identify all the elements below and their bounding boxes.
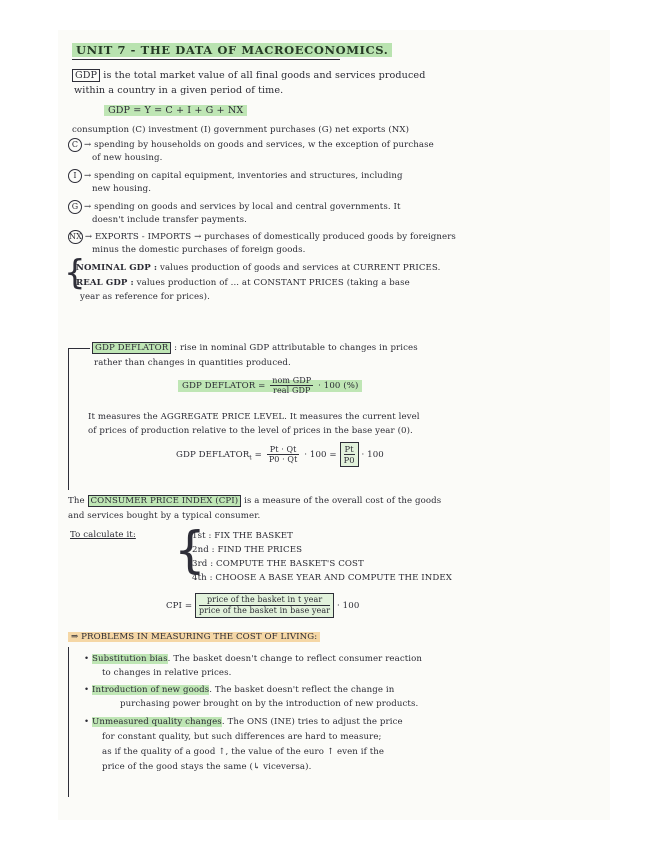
c-circle-symbol: C (68, 138, 82, 152)
problem-quality-changes: • Unmeasured quality changes. The ONS (INE) tries to adjust the price (84, 717, 403, 727)
cpi-calc-heading: To calculate it: (70, 530, 136, 540)
cpi-definition: The CONSUMER PRICE INDEX (CPI) is a measure of the overall cost of the goods (68, 496, 442, 506)
problems-section-line (68, 647, 69, 797)
deflator-definition-line-2: rather than changes in quantities produced. (94, 358, 291, 368)
cpi-steps-brace: { (174, 521, 206, 579)
cpi-definition-line-2: and services bought by a typical consumer. (68, 511, 261, 521)
real-gdp-line-2: year as reference for prices). (80, 292, 210, 302)
gdp-formula: GDP = Y = C + I + G + NX (104, 105, 247, 117)
cpi-step-1: 1st : FIX THE BASKET (192, 531, 293, 541)
gdp-deflator-label-box: GDP DEFLATOR (92, 342, 171, 354)
deflator-formula: GDP DEFLATOR = $\frac{\text{nom GDP}}{\text{real GDP}}$ · 100 (%) (178, 376, 362, 395)
gdp-definition-line-2: within a country in a given period of time. (74, 85, 284, 96)
deflator-section-tick (68, 348, 90, 349)
government-item-line-2: doesn't include transfer payments. (92, 215, 247, 225)
problem-quality-changes-line-3: as if the quality of a good ↑, the value of the euro ↑ even if the (102, 747, 385, 757)
nx-circle-symbol: NX (68, 230, 83, 244)
nominal-real-brace: { (64, 253, 86, 293)
notebook-page (58, 30, 610, 820)
deflator-measures-line-2: of prices of production relative to the level of prices in the base year (0). (88, 426, 413, 436)
title-underline (72, 59, 340, 60)
deflator-section-line (68, 348, 69, 490)
net-exports-item: NX → EXPORTS - IMPORTS → purchases of domestically produced goods by foreigners (69, 232, 456, 242)
real-gdp: REAL GDP : values production of ... at CONSTANT PRICES (taking a base (76, 278, 410, 288)
consumption-item: C → spending by households on goods and services, w the exception of purchase (68, 138, 434, 152)
gdp-definition-line-1: GDP is the total market value of all final goods and services produced (72, 70, 425, 82)
deflator-measures-line-1: It measures the AGGREGATE PRICE LEVEL. It measures the current level (88, 412, 420, 422)
net-exports-item-line-2: minus the domestic purchases of foreign goods. (92, 245, 306, 255)
page-title: UNIT 7 - THE DATA OF MACROECONOMICS. (72, 44, 392, 58)
problem-quality-changes-line-2: for constant quality, but such differences are hard to measure; (102, 732, 382, 742)
problem-substitution-bias: • Substitution bias. The basket doesn't change to reflect consumer reaction (84, 654, 423, 664)
investment-item: I → spending on capital equipment, inventories and structures, including (68, 169, 403, 183)
g-circle-symbol: G (68, 200, 82, 214)
cpi-step-3: 3rd : COMPUTE THE BASKET'S COST (192, 559, 364, 569)
nominal-gdp: NOMINAL GDP : values production of goods and services at CURRENT PRICES. (76, 263, 441, 273)
cpi-step-4: 4th : CHOOSE A BASE YEAR AND COMPUTE THE INDEX (192, 573, 452, 583)
cpi-formula: CPI = $\frac{\text{price of the basket in t year}}{\text{price of the basket in base year}}$ · 100 (166, 593, 359, 618)
cpi-step-2: 2nd : FIND THE PRICES (192, 545, 303, 555)
investment-item-line-2: new housing. (92, 184, 152, 194)
i-circle-symbol: I (68, 169, 82, 183)
deflator-definition: GDP DEFLATOR : rise in nominal GDP attributable to changes in prices (92, 342, 418, 354)
gdp-label-box: GDP (72, 69, 100, 82)
government-item: G → spending on goods and services by local and central governments. It (68, 200, 401, 214)
problem-substitution-bias-line-2: to changes in relative prices. (102, 668, 232, 678)
deflator-formula-2: GDP $DEFLATOR_t$ = $\frac{Pt \cdot Qt}{P0 \cdot Qt}$ · 100 = $\frac{Pt}{P0}$ · 100 (176, 444, 384, 465)
problem-new-goods: • Introduction of new goods. The basket doesn't reflect the change in (84, 685, 395, 695)
problem-new-goods-line-2: purchasing power brought on by the introduction of new products. (120, 699, 419, 709)
cpi-label-box: CONSUMER PRICE INDEX (CPI) (88, 495, 242, 507)
problems-heading: ⇒ PROBLEMS IN MEASURING THE COST OF LIVING: (68, 631, 320, 643)
gdp-components: consumption (C) investment (I) government purchases (G) net exports (NX) (72, 125, 410, 135)
problem-quality-changes-line-4: price of the good stays the same (↳ viceversa). (102, 762, 312, 772)
consumption-item-line-2: of new housing. (92, 153, 163, 163)
